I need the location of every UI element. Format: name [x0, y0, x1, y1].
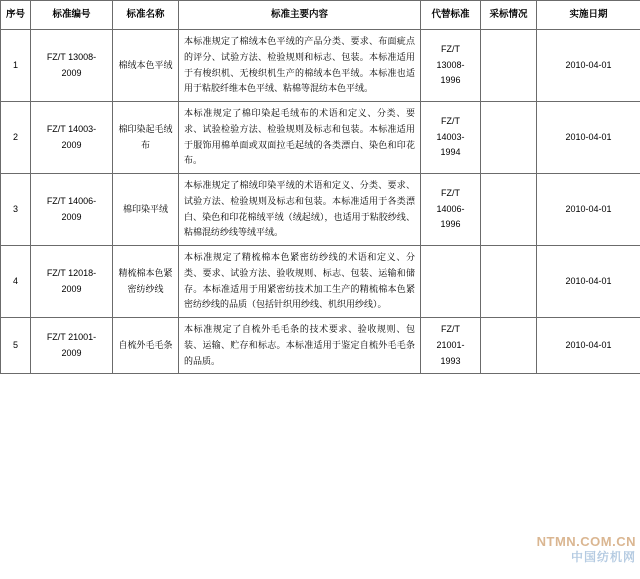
cell-replaced-standard — [421, 174, 481, 246]
cell-main-content: 本标准规定了棉绒印染平绒的术语和定义、分类、要求、试验方法、检验规则及标志和包装。本标准适用于各类漂白、染色和印花棉绒平绒（绒起绒），也适用于粘胶纱线、粘棉混纺纱线等绒平绒。 — [179, 174, 421, 246]
code-line-1: FZ/T 14006- — [46, 195, 97, 206]
cell-replaced-standard — [421, 246, 481, 318]
code-line-2: 2009 — [61, 347, 82, 358]
header-standard-code: 标准编号 — [31, 1, 113, 30]
cell-effective-date: 2010-04-01 — [537, 102, 640, 174]
cell-standard-code — [31, 174, 113, 246]
code-line-2: 2009 — [61, 139, 82, 150]
cell-index: 2 — [1, 102, 31, 174]
table-row — [1, 102, 640, 174]
cell-standard-code — [31, 246, 113, 318]
cell-adoption-status — [481, 102, 537, 174]
replace-line-1: FZ/T — [441, 115, 460, 126]
cell-standard-name: 自梳外毛毛条 — [113, 318, 179, 374]
table-row — [1, 318, 640, 374]
replace-line-1: FZ/T — [441, 187, 460, 198]
cell-replaced-standard — [421, 102, 481, 174]
header-effective-date: 实施日期 — [537, 1, 640, 30]
header-replaced-standard: 代替标准 — [421, 1, 481, 30]
table-header-row — [1, 1, 640, 30]
code-line-1: FZ/T 13008- — [46, 51, 97, 62]
cell-index: 3 — [1, 174, 31, 246]
code-line-1: FZ/T 14003- — [46, 123, 97, 134]
cell-effective-date: 2010-04-01 — [537, 174, 640, 246]
cell-effective-date: 2010-04-01 — [537, 246, 640, 318]
table-row — [1, 246, 640, 318]
replace-line-2: 13008- — [436, 59, 465, 70]
cell-index: 5 — [1, 318, 31, 374]
replace-line-3: 1994 — [440, 147, 461, 158]
table-row — [1, 30, 640, 102]
replace-line-2: 21001- — [436, 339, 465, 350]
header-standard-name: 标准名称 — [113, 1, 179, 30]
replace-line-3: 1993 — [440, 355, 461, 366]
cell-main-content: 本标准规定了自梳外毛毛条的技术要求、验收规则、包装、运输、贮存和标志。本标准适用于鉴定自梳外毛毛条的品质。 — [179, 318, 421, 374]
replace-line-3: 1996 — [440, 75, 461, 86]
cell-standard-name: 精梳棉本色紧密纺纱线 — [113, 246, 179, 318]
cell-standard-code — [31, 30, 113, 102]
code-line-2: 2009 — [61, 211, 82, 222]
code-line-1: FZ/T 21001- — [46, 331, 97, 342]
cell-index: 4 — [1, 246, 31, 318]
cell-standard-code — [31, 102, 113, 174]
cell-standard-name: 棉印染起毛绒布 — [113, 102, 179, 174]
header-adoption-status: 采标情况 — [481, 1, 537, 30]
cell-effective-date: 2010-04-01 — [537, 318, 640, 374]
replace-line-3: 1996 — [440, 219, 461, 230]
cell-replaced-standard — [421, 30, 481, 102]
cell-adoption-status — [481, 30, 537, 102]
cell-standard-name: 棉印染平绒 — [113, 174, 179, 246]
header-index: 序号 — [1, 1, 31, 30]
cell-main-content: 本标准规定了精梳棉本色紧密纺纱线的术语和定义、分类、要求、试验方法、验收规则、标志、包装、运输和储存。本标准适用于用紧密纺技术加工生产的精梳棉本色紧密纺纱线的品质（包括针织用纱线、机织用纱线）。 — [179, 246, 421, 318]
cell-adoption-status — [481, 318, 537, 374]
cell-effective-date: 2010-04-01 — [537, 30, 640, 102]
replace-line-1: FZ/T — [441, 324, 460, 334]
cell-standard-code — [31, 318, 113, 374]
watermark-domain: NTMN.COM.CN — [536, 534, 636, 549]
cell-adoption-status — [481, 174, 537, 246]
cell-main-content: 本标准规定了棉印染起毛绒布的术语和定义、分类、要求、试验检验方法、检验规则及标志和包装。本标准适用于服饰用棉单面或双面拉毛起绒的各类漂白、染色和印花布。 — [179, 102, 421, 174]
watermark-site-name: 中国纺机网 — [570, 550, 636, 564]
code-line-2: 2009 — [61, 67, 82, 78]
code-line-1: FZ/T 12018- — [46, 267, 97, 278]
replace-line-1: FZ/T — [441, 43, 460, 54]
replace-line-2: 14006- — [436, 203, 465, 214]
code-line-2: 2009 — [61, 283, 82, 294]
table-row — [1, 174, 640, 246]
cell-adoption-status — [481, 246, 537, 318]
cell-replaced-standard — [421, 318, 481, 374]
watermark — [537, 534, 636, 565]
cell-index: 1 — [1, 30, 31, 102]
header-main-content: 标准主要内容 — [179, 1, 421, 30]
cell-standard-name: 棉绒本色平绒 — [113, 30, 179, 102]
replace-line-2: 14003- — [436, 131, 465, 142]
cell-main-content: 本标准规定了棉绒本色平绒的产品分类、要求、布面疵点的评分、试验方法、检验规则和标志、包装。本标准适用于有梭织机、无梭织机生产的棉绒本色平绒。本标准也适用于粘胶纤维本色平绒、粘棉等混纺本色平绒。 — [179, 30, 421, 102]
